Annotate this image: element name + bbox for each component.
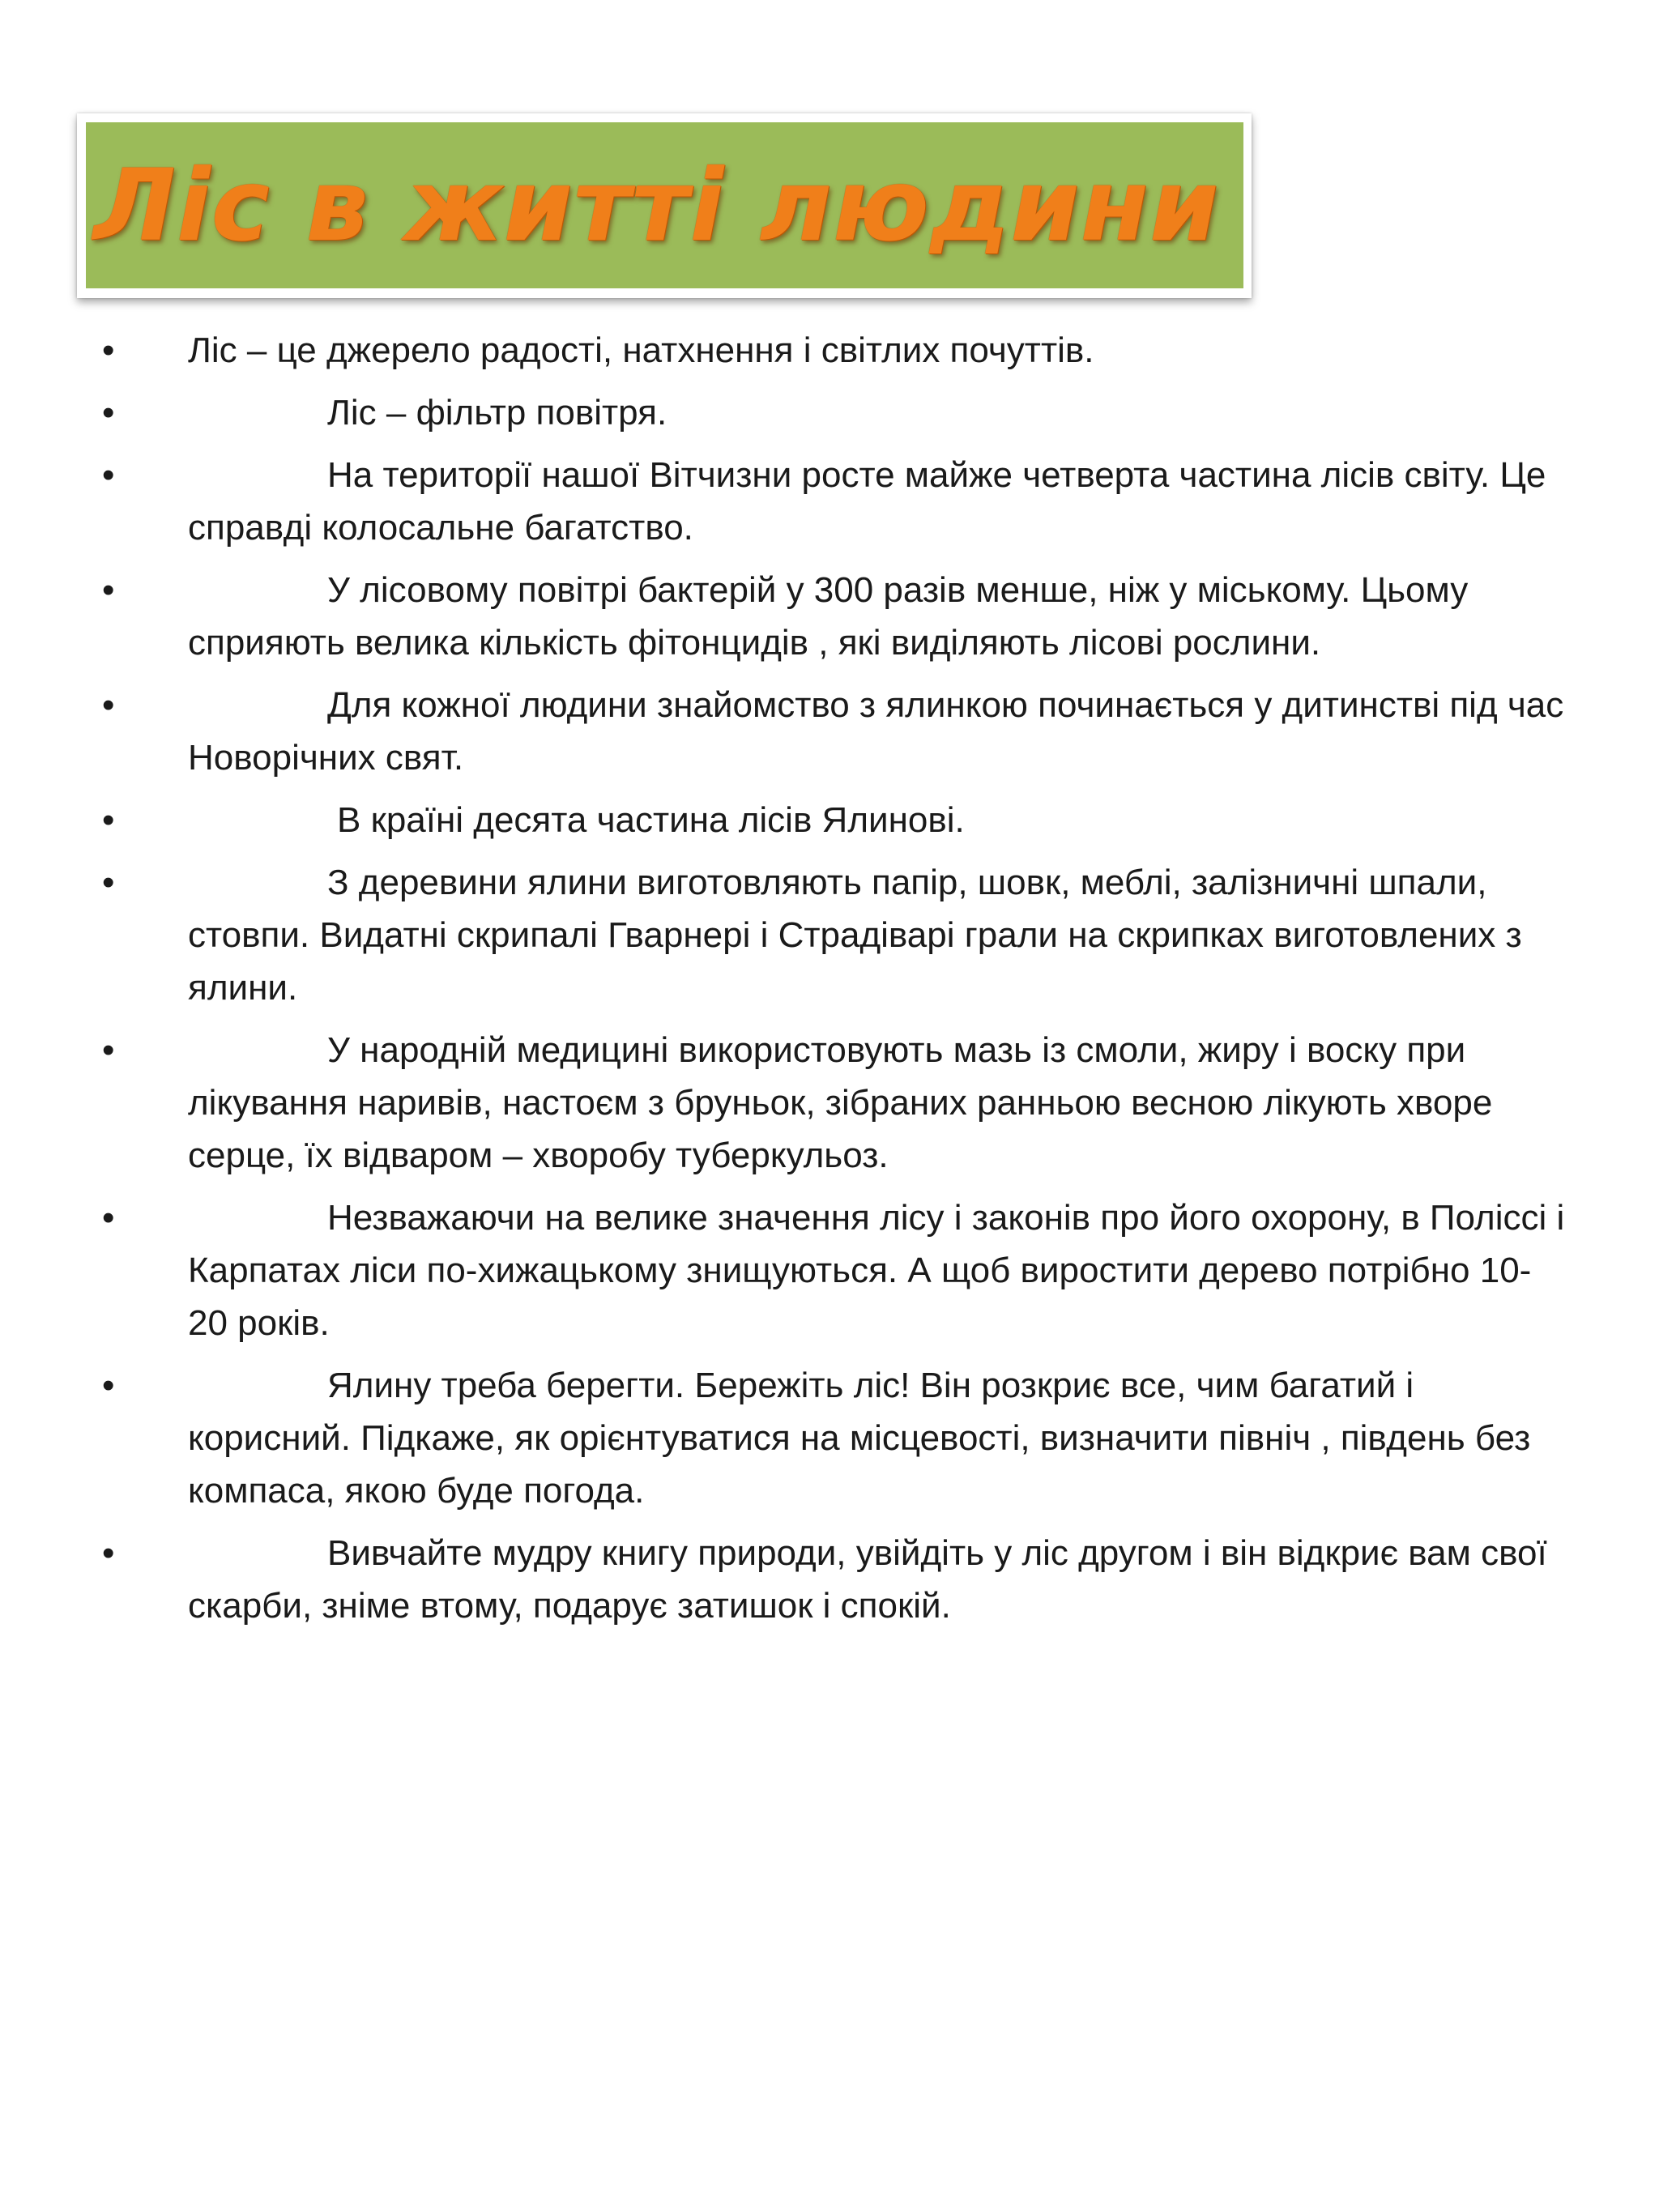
bullet-icon: •	[102, 455, 115, 495]
bullet-icon: •	[102, 570, 115, 610]
list-item-text: Ялину треба берегти. Бережіть ліс! Він розкриє все, чим багатий і корисний. Підкаже, як орієнтуватися на місцевості, визначити північ , південь без компаса, якою буде погода.	[188, 1366, 1531, 1511]
bullet-icon: •	[102, 863, 115, 902]
list-item	[0, 679, 1659, 784]
list-item-text: У лісовому повітрі бактерій у 300 разів менше, ніж у міському. Цьому сприяють велика кількість фітонцидів , які виділяють лісові рослини.	[188, 570, 1469, 663]
list-item	[0, 1191, 1659, 1349]
bullet-icon: •	[102, 330, 115, 370]
bullet-icon: •	[102, 1030, 115, 1070]
bullet-list-container	[0, 324, 1659, 1642]
list-item	[0, 564, 1659, 669]
list-item-text: Ліс – це джерело радості, натхнення і світлих почуттів.	[188, 330, 1094, 370]
page-title: Ліс в житті людини	[93, 147, 1220, 263]
bullet-icon: •	[102, 800, 115, 840]
list-item	[0, 449, 1659, 554]
bullet-icon: •	[102, 1366, 115, 1405]
list-item-text: З деревини ялини виготовляють папір, шовк, меблі, залізничні шпали, стовпи. Видатні скрипалі Гварнері і Страдіварі грали на скрипках виготовлених з ялини.	[188, 863, 1522, 1008]
bullet-icon: •	[102, 393, 115, 433]
list-item	[0, 1024, 1659, 1182]
list-item-text: Вивчайте мудру книгу природи, увійдіть у ліс другом і він відкриє вам свої скарби, зніме втому, подарує затишок і спокій.	[188, 1533, 1547, 1626]
title-banner	[77, 113, 1252, 298]
list-item-text: В країні десята частина лісів Ялинові.	[337, 800, 965, 840]
bullet-icon: •	[102, 685, 115, 725]
title-banner-fill	[86, 122, 1243, 288]
bullet-icon: •	[102, 1198, 115, 1238]
list-item-text: На території нашої Вітчизни росте майже четверта частина лісів світу. Це справді колосальне багатство.	[188, 455, 1546, 548]
list-item-text: Незважаючи на велике значення лісу і законів про його охорону, в Поліссі і Карпатах ліси по-хижацькому знищуються. А щоб виростити дерево потрібно 10-20 років.	[188, 1198, 1565, 1343]
bullet-list	[0, 324, 1659, 1632]
list-item	[0, 1527, 1659, 1632]
list-item	[0, 386, 1659, 439]
bullet-icon: •	[102, 1533, 115, 1573]
list-item	[0, 1359, 1659, 1517]
list-item	[0, 794, 1659, 846]
list-item	[0, 324, 1659, 377]
list-item-text: У народній медицині використовують мазь із смоли, жиру і воску при лікування наривів, настоєм з бруньок, зібраних ранньою весною лікують хворе серце, їх відваром – хворобу туберкульоз.	[188, 1030, 1493, 1175]
list-item-text: Для кожної людини знайомство з ялинкою починається у дитинстві під час Новорічних свят.	[188, 685, 1564, 778]
list-item-text: Ліс – фільтр повітря.	[327, 393, 667, 433]
list-item	[0, 856, 1659, 1014]
